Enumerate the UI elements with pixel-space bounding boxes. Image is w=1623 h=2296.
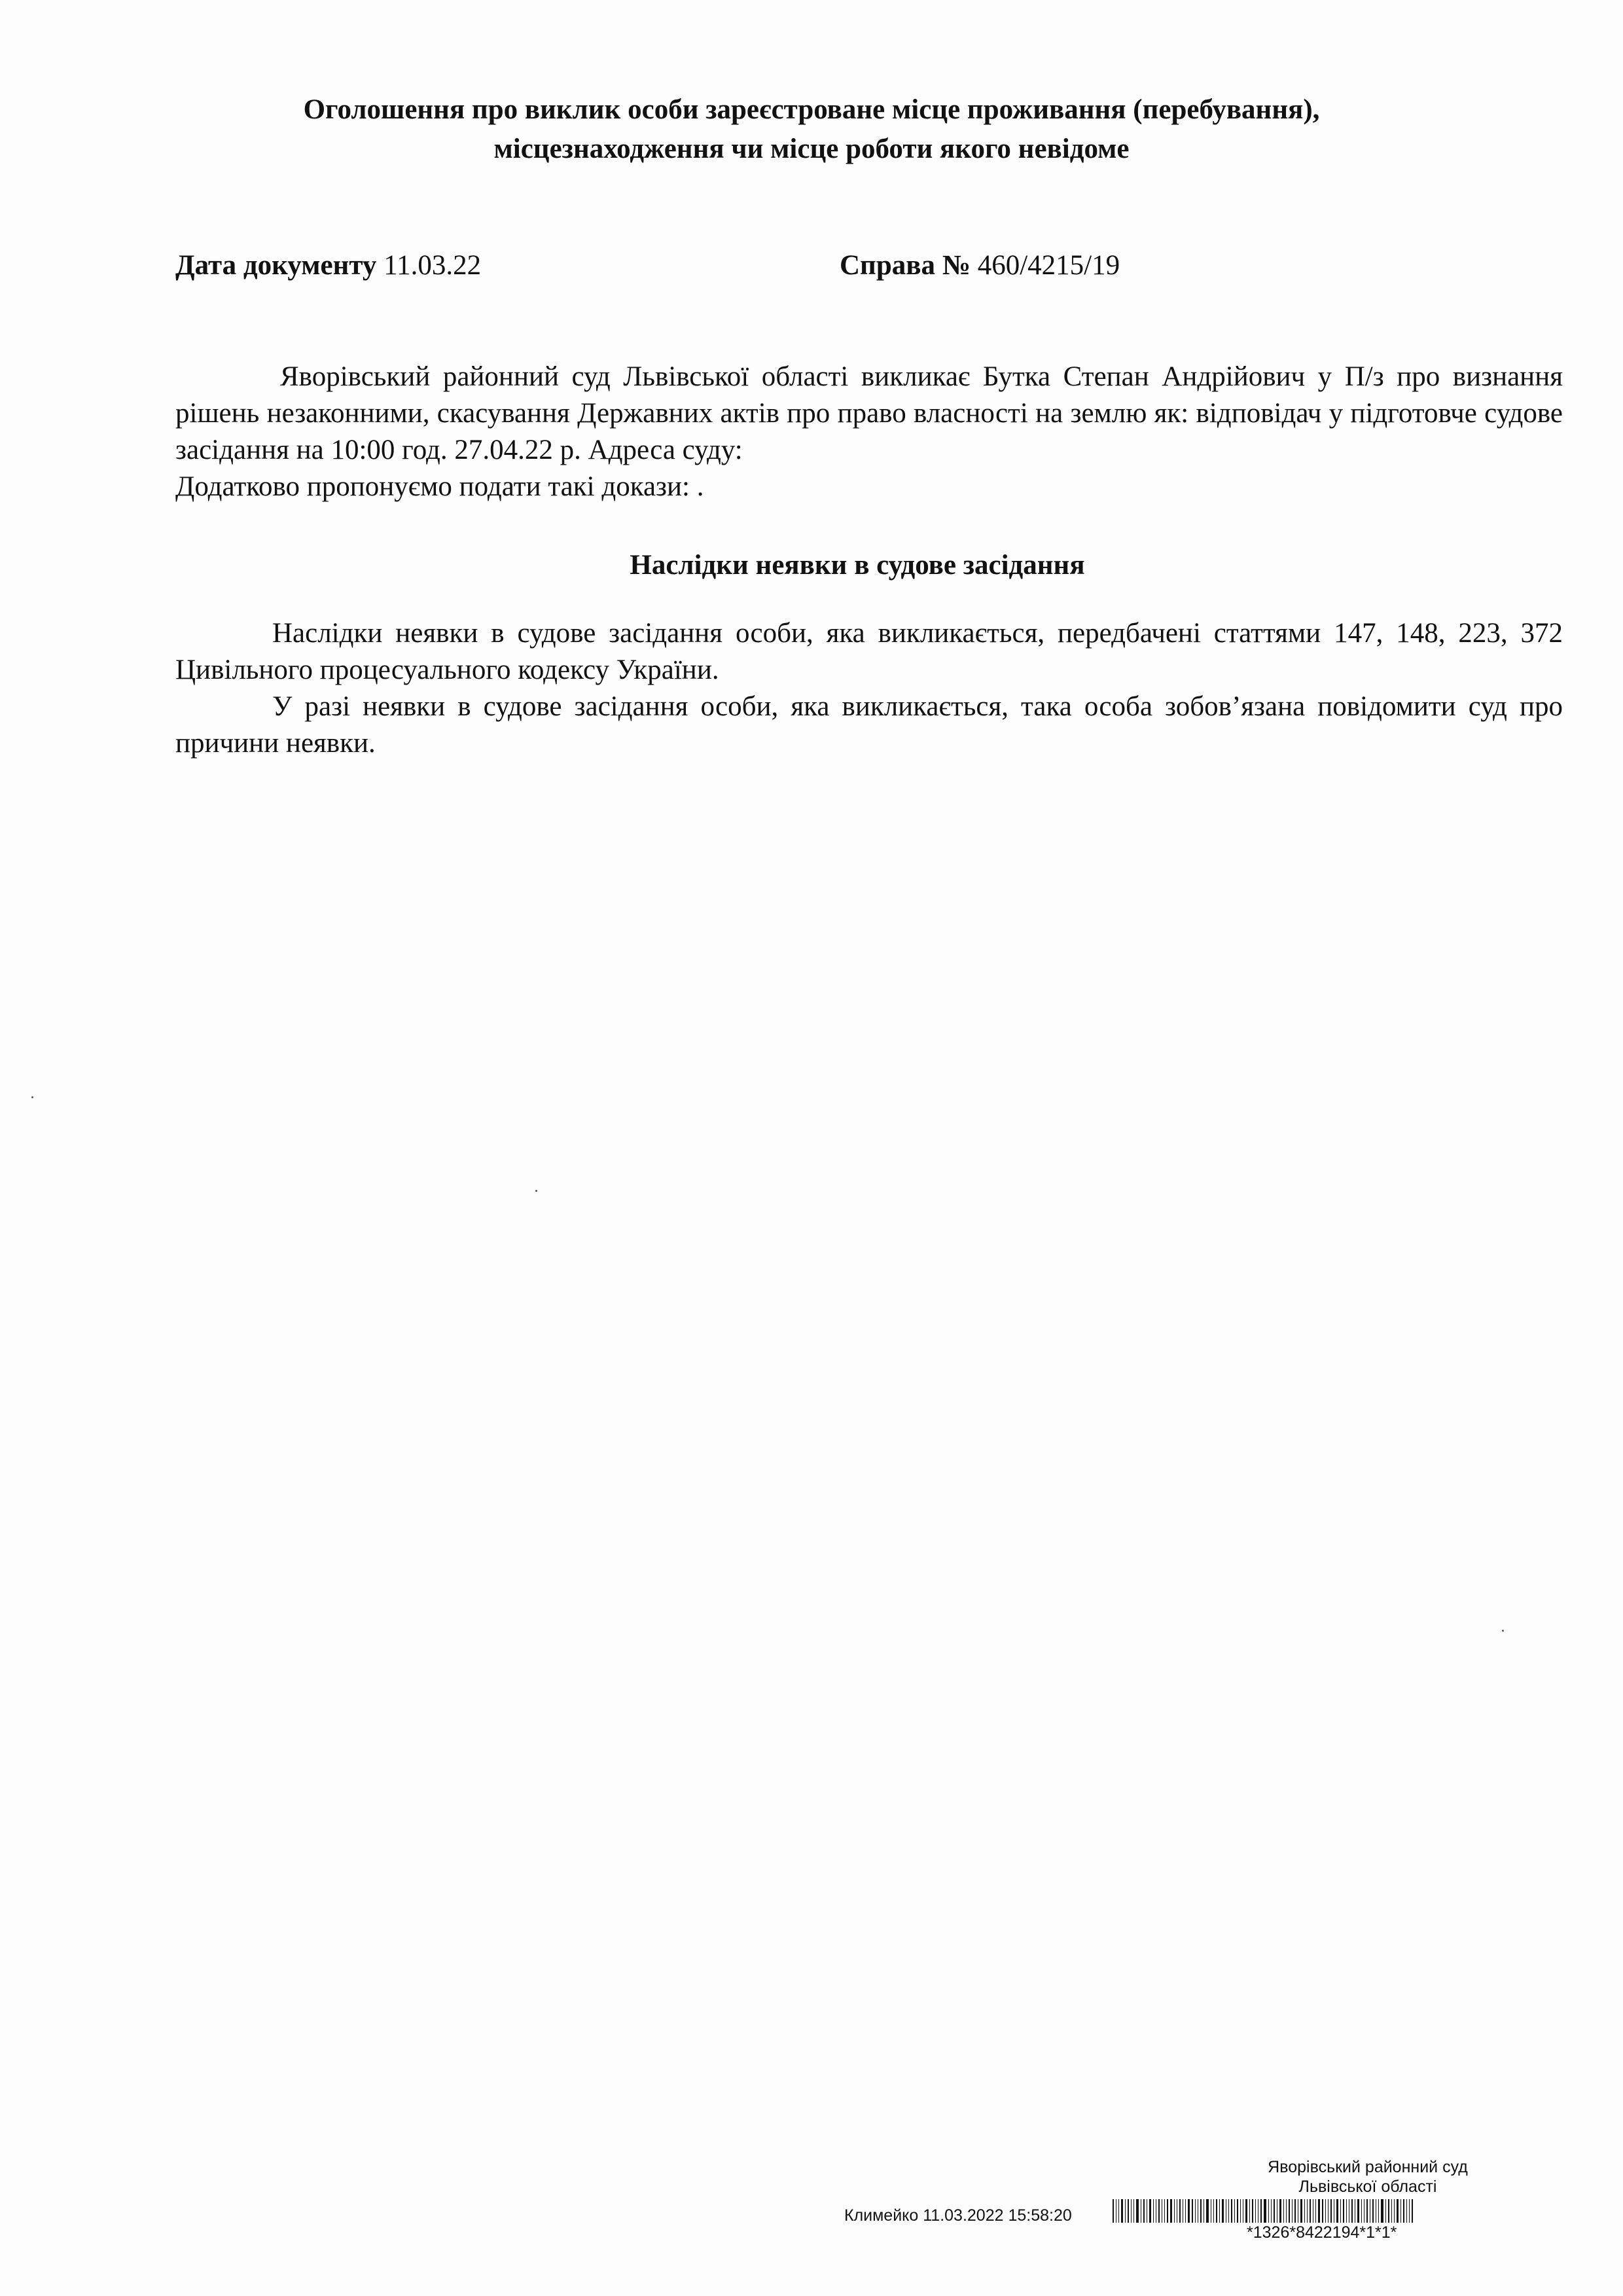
barcode-bar bbox=[1222, 2199, 1224, 2223]
barcode-bar bbox=[1174, 2199, 1175, 2223]
barcode-bar bbox=[1294, 2199, 1296, 2223]
barcode-bar bbox=[1188, 2199, 1190, 2223]
barcode-bar bbox=[1318, 2199, 1320, 2223]
section-heading: Наслідки неявки в судове засідання bbox=[630, 550, 1085, 581]
barcode-bar bbox=[1185, 2199, 1186, 2223]
barcode-bar bbox=[1330, 2199, 1332, 2223]
barcode-bar bbox=[1136, 2199, 1139, 2223]
barcode-bar bbox=[1406, 2199, 1407, 2223]
summons-paragraph: Яворівський районний суд Львівської області викликає Бутка Степан Андрійович у П/з про визнання рішень незаконними, скасування Державних актів про право власності на землю як: відповідач у підготовче судове засідання на 10:00 год. 27.04.22 р. Адреса суду: bbox=[175, 361, 1563, 465]
barcode-bar bbox=[1310, 2199, 1311, 2223]
case-number bbox=[840, 247, 1120, 284]
barcode-bar bbox=[1346, 2199, 1347, 2223]
barcode-bar bbox=[1219, 2199, 1220, 2223]
court-stamp-line-1: Яворівський районний суд bbox=[1268, 2158, 1468, 2176]
barcode-bar bbox=[1234, 2199, 1235, 2223]
barcode-bar bbox=[1228, 2199, 1229, 2223]
barcode-bar bbox=[1245, 2199, 1247, 2223]
date-label: Дата документу bbox=[175, 250, 377, 281]
barcode-bar bbox=[1200, 2199, 1202, 2223]
barcode-bar bbox=[1307, 2199, 1308, 2223]
barcode-bar bbox=[1237, 2199, 1238, 2223]
court-stamp bbox=[1224, 2157, 1512, 2197]
barcode-bar bbox=[1283, 2199, 1284, 2223]
barcode-bar bbox=[1125, 2199, 1126, 2223]
barcode-bar bbox=[1240, 2199, 1241, 2223]
barcode-bar bbox=[1195, 2199, 1196, 2223]
barcode-bar bbox=[1264, 2199, 1266, 2223]
barcode-bar bbox=[1279, 2199, 1281, 2223]
barcode-bar bbox=[1192, 2199, 1193, 2223]
barcode-bar bbox=[1206, 2199, 1209, 2223]
barcode-bar bbox=[1403, 2199, 1404, 2223]
title-line-1: Оголошення про виклик особи зареєстроване місце проживання (перебування), bbox=[303, 94, 1320, 125]
barcode-bar bbox=[1271, 2199, 1272, 2223]
scan-speck bbox=[31, 1096, 33, 1098]
barcode-bar bbox=[1133, 2199, 1134, 2223]
barcode-bar bbox=[1391, 2199, 1392, 2223]
barcode-bar bbox=[1325, 2199, 1326, 2223]
barcode-bar bbox=[1378, 2199, 1379, 2223]
barcode-bar bbox=[1361, 2199, 1362, 2223]
barcode-bar bbox=[1286, 2199, 1287, 2223]
barcode-bar bbox=[1381, 2199, 1383, 2223]
summons-paragraph-block bbox=[175, 359, 1563, 505]
consequences-block bbox=[175, 615, 1563, 762]
case-label: Справа № bbox=[840, 250, 971, 281]
title-line-2: місцезнаходження чи місце роботи якого невідоме bbox=[493, 134, 1130, 164]
barcode-bar bbox=[1260, 2199, 1262, 2223]
registrar-stamp: Климейко 11.03.2022 15:58:20 bbox=[844, 2206, 1072, 2225]
scan-speck bbox=[535, 1190, 537, 1192]
barcode-bar bbox=[1315, 2199, 1316, 2223]
barcode-bar bbox=[1268, 2199, 1269, 2223]
barcode-bar bbox=[1149, 2199, 1151, 2223]
barcode-bar bbox=[1322, 2199, 1323, 2223]
barcode-text: *1326*8422194*1*1* bbox=[1247, 2223, 1397, 2242]
barcode-bar bbox=[1153, 2199, 1154, 2223]
barcode-bar bbox=[1118, 2199, 1119, 2223]
barcode-bar bbox=[1113, 2199, 1114, 2223]
barcode-bar bbox=[1121, 2199, 1123, 2223]
barcode-bar bbox=[1216, 2199, 1217, 2223]
barcode-bar bbox=[1394, 2199, 1395, 2223]
barcode-bar bbox=[1292, 2199, 1293, 2223]
document-date bbox=[175, 247, 481, 284]
barcode-bar bbox=[1164, 2199, 1165, 2223]
barcode-bar bbox=[1274, 2199, 1275, 2223]
barcode-bar bbox=[1385, 2199, 1386, 2223]
date-value: 11.03.22 bbox=[383, 250, 482, 281]
evidence-request: Додатково пропонуємо подати такі докази: . bbox=[175, 471, 704, 502]
barcode-bar bbox=[1388, 2199, 1389, 2223]
court-stamp-line-2: Львівської області bbox=[1298, 2178, 1437, 2196]
barcode-bar bbox=[1131, 2199, 1132, 2223]
barcode-bar bbox=[1409, 2199, 1410, 2223]
case-value: 460/4215/19 bbox=[977, 250, 1120, 281]
notification-paragraph: У разі неявки в судове засідання особи, яка викликається, така особа зобов’язана повідомити суд про причини неявки. bbox=[175, 691, 1563, 759]
barcode-bar bbox=[1179, 2199, 1181, 2223]
barcode-bar bbox=[1213, 2199, 1214, 2223]
barcode-bar bbox=[1128, 2199, 1129, 2223]
barcode-bar bbox=[1397, 2199, 1399, 2223]
barcode-bar bbox=[1167, 2199, 1168, 2223]
barcode-bar bbox=[1340, 2199, 1341, 2223]
barcode bbox=[1113, 2199, 1415, 2223]
barcode-bar bbox=[1143, 2199, 1145, 2223]
scan-speck bbox=[1502, 1630, 1504, 1632]
barcode-bar bbox=[1158, 2199, 1160, 2223]
barcode-bar bbox=[1231, 2199, 1232, 2223]
barcode-bar bbox=[1249, 2199, 1250, 2223]
barcode-bar bbox=[1255, 2199, 1256, 2223]
barcode-bar bbox=[1343, 2199, 1344, 2223]
barcode-bar bbox=[1366, 2199, 1368, 2223]
barcode-bar bbox=[1372, 2199, 1374, 2223]
barcode-bar bbox=[1300, 2199, 1302, 2223]
barcode-bar bbox=[1252, 2199, 1253, 2223]
barcode-bar bbox=[1336, 2199, 1338, 2223]
barcode-bar bbox=[1357, 2199, 1359, 2223]
document-title bbox=[196, 90, 1427, 169]
barcode-bar bbox=[1328, 2199, 1329, 2223]
barcode-bar bbox=[1304, 2199, 1305, 2223]
barcode-bar bbox=[1351, 2199, 1353, 2223]
barcode-bar bbox=[1170, 2199, 1172, 2223]
barcode-bar bbox=[1400, 2199, 1401, 2223]
barcode-bar bbox=[1412, 2199, 1413, 2223]
barcode-bar bbox=[1289, 2199, 1290, 2223]
consequences-paragraph: Наслідки неявки в судове засідання особи, яка викликається, передбачені статтями 147, 148, 223, 372 Цивільного процесуального кодексу України. bbox=[175, 618, 1563, 685]
